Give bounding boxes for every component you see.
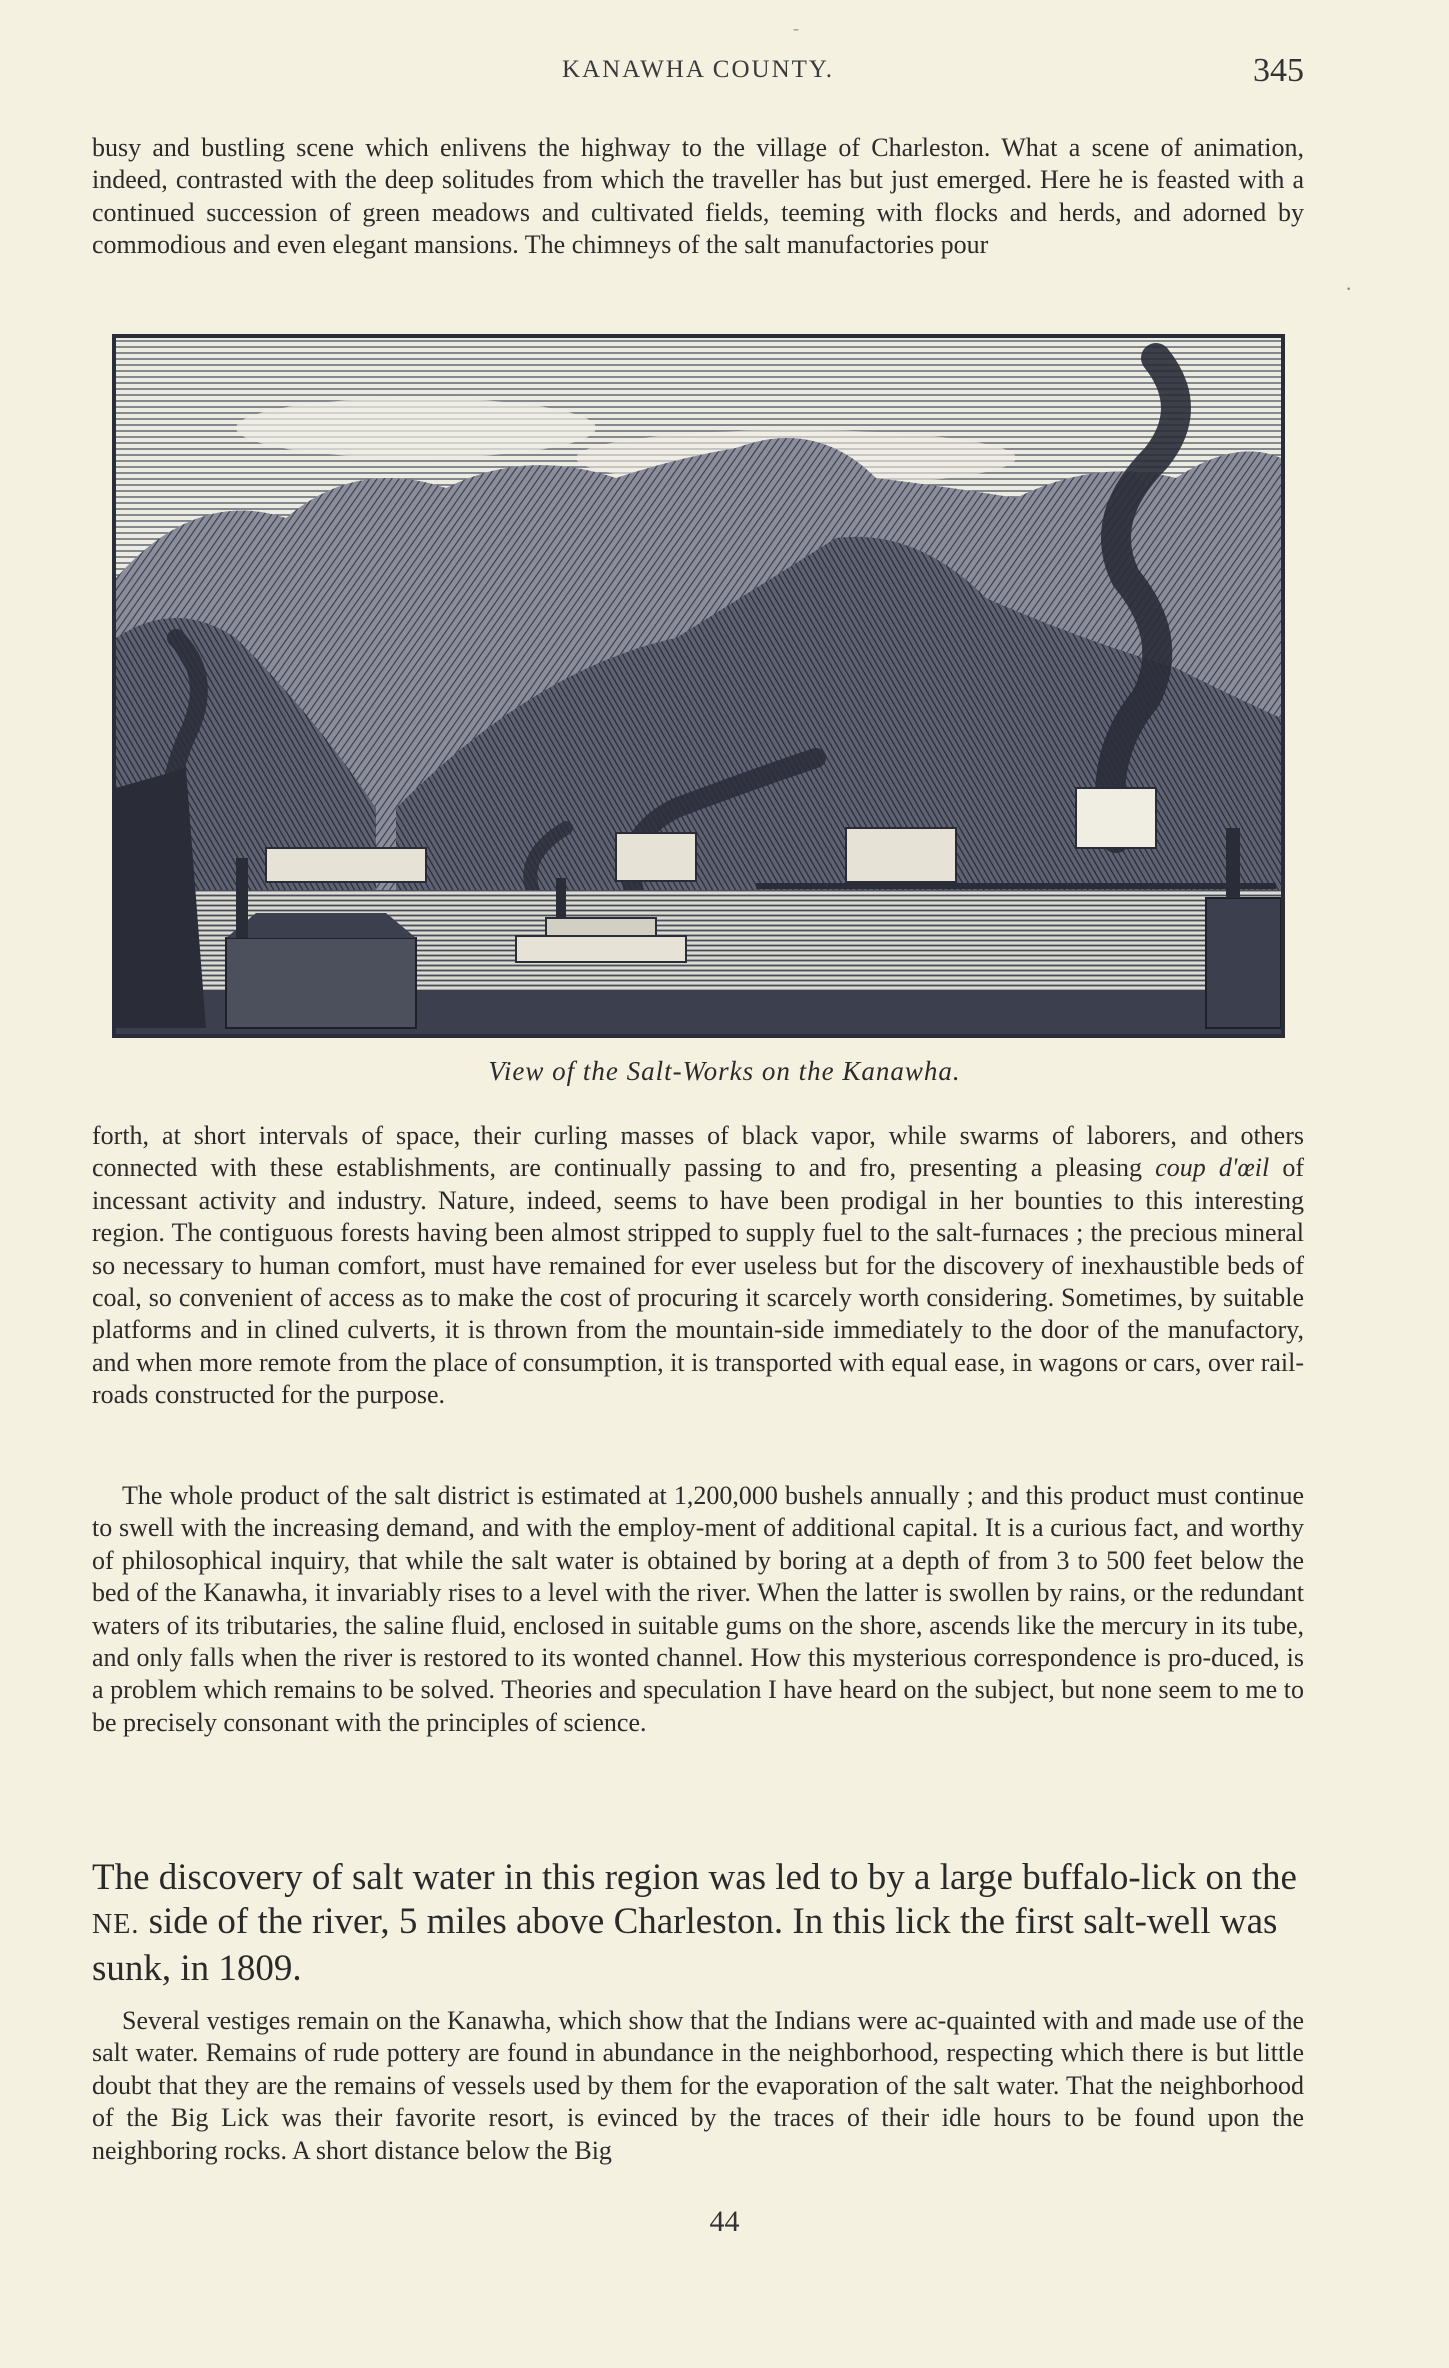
paragraph-2 bbox=[92, 1120, 1304, 1412]
paragraph-3: The whole product of the salt district is estimated at 1,200,000 bushels annually ; and this product must continue to swell with the increasing demand, and with the employ-ment of additional capital. It is a curious fact, and worthy of philosophical inquiry, that while the salt water is obtained by boring at a depth of from 3 to 500 feet below the bed of the Kanawha, it invariably rises to a level with the river. When the latter is swollen by rains, or the redundant waters of its tributaries, the saline fluid, enclosed in suitable gums on the shore, ascends like the mercury in its tube, and only falls when the river is restored to its wonted channel. How this mysterious correspondence is pro-duced, is a problem which remains to be solved. Theories and speculation I have heard on the subject, but none seem to me to be precisely consonant with the principles of science. bbox=[92, 1481, 1304, 1737]
paragraph-4: Several vestiges remain on the Kanawha, which show that the Indians were ac-quainted with and made use of the salt water. Remains of rude pottery are found in abundance in the neighborhood, respecting which there is but little doubt that they are the remains of vessels used by them for the evaporation of the salt water. That the neighborhood of the Big Lick was their favorite resort, is evinced by the traces of their idle hours to be found upon the neighboring rocks. A short distance below the Big bbox=[92, 2006, 1304, 2165]
signature-mark: 44 bbox=[709, 2205, 740, 2238]
emphasized-smallcaps: NE. bbox=[92, 1909, 140, 1940]
figure-caption: View of the Salt-Works on the Kanawha. bbox=[488, 1056, 961, 1086]
print-speck: - bbox=[793, 18, 799, 38]
running-head: KANAWHA COUNTY. bbox=[562, 56, 834, 83]
paragraph-1: busy and bustling scene which enlivens the highway to the village of Charleston. What a scene of animation, indeed, contrasted with the deep solitudes from which the traveller has but just emerged. Here he is feasted with a continued succession of green meadows and cultivated fields, teeming with flocks and herds, and adorned by commodious and even elegant mansions. The chimneys of the salt manufactories pour bbox=[92, 133, 1304, 260]
engraving-salt-works bbox=[112, 334, 1285, 1038]
page-header bbox=[92, 52, 1304, 96]
emphasized-paragraph bbox=[92, 1856, 1304, 1991]
margin-dot: · bbox=[1345, 276, 1353, 301]
paragraph-2-text-b: of incessant activity and industry. Nature, indeed, seems to have been prodigal in her bounties to this interesting region. The contiguous forests having been almost stripped to supply fuel to the salt-furnaces ; the precious mineral so necessary to human comfort, must have remained for ever useless but for the discovery of inexhaustible beds of coal, so convenient of access as to make the cost of procuring it scarcely worth considering. Sometimes, by suitable platforms and in clined culverts, it is thrown from the mountain-side immediately to the door of the manufactory, and when more remote from the place of consumption, it is transported with equal ease, in wagons or cars, over rail-roads constructed for the purpose. bbox=[92, 1153, 1304, 1410]
emphasized-text-b: side of the river, 5 miles above Charleston. In this lick the first salt-well was sunk, in 1809. bbox=[92, 1901, 1278, 1989]
emphasized-text-a: The discovery of salt water in this region was led to by a large buffalo-lick on the bbox=[92, 1857, 1297, 1898]
paragraph-2-text-a: forth, at short intervals of space, their curling masses of black vapor, while swarms of laborers, and others connected with these establishments, are continually passing to and fro, presenting a pleasing bbox=[92, 1121, 1304, 1183]
paragraph-2-italic-phrase: coup d'œil bbox=[1155, 1153, 1270, 1183]
page-number: 345 bbox=[1253, 52, 1304, 89]
